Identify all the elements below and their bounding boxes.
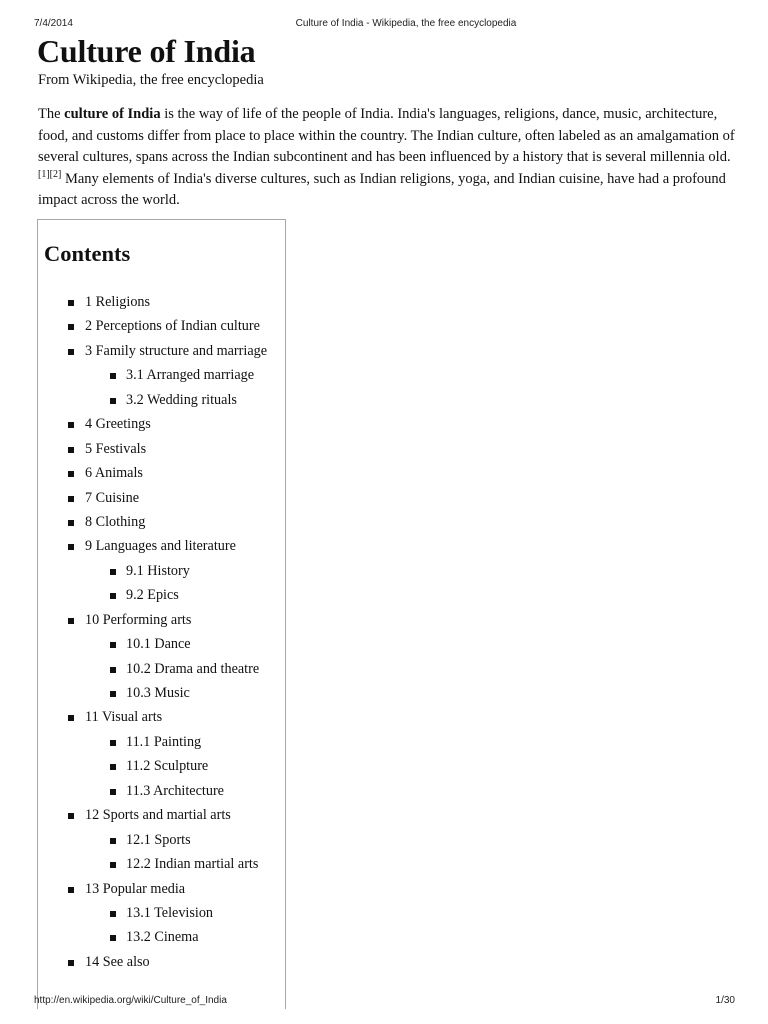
bullet-icon [68, 447, 74, 453]
toc-item[interactable] [38, 412, 267, 436]
toc-link[interactable]: 12.2 Indian martial arts [126, 856, 259, 873]
toc-item[interactable] [38, 852, 267, 876]
toc-item[interactable] [38, 754, 267, 778]
bullet-icon [68, 618, 74, 624]
print-date: 7/4/2014 [34, 18, 73, 29]
toc-item[interactable] [38, 534, 267, 558]
table-of-contents [37, 219, 286, 1009]
reference-1-anchor[interactable]: [1] [38, 168, 50, 180]
toc-link[interactable]: 1 Religions [85, 294, 151, 310]
toc-link[interactable]: 11.3 Architecture [126, 782, 224, 799]
toc-item[interactable] [38, 681, 267, 705]
toc-link[interactable]: 9.1 History [126, 562, 190, 579]
bullet-icon [110, 642, 116, 648]
toc-link[interactable]: 10.1 Dance [126, 636, 191, 653]
toc-item[interactable] [38, 730, 267, 754]
intro-text-2: is the way of life of the people of India. India's languages, religions, dance, music, architecture, food, and customs differ from place to place within the country. The Indian culture, often labeled as an amalgamation of several cultures, spans across the Indian subcontinent and has been influenced by a history that is several millennia old. [38, 106, 735, 165]
toc-link[interactable]: 14 See also [85, 953, 150, 970]
print-page-title: Culture of India - Wikipedia, the free encyclopedia [295, 18, 517, 29]
toc-link[interactable]: 11.1 Painting [126, 733, 202, 750]
bullet-icon [110, 667, 116, 673]
bullet-icon [68, 544, 74, 550]
bullet-icon [110, 740, 116, 746]
toc-item[interactable] [38, 705, 267, 729]
bullet-icon [110, 593, 116, 599]
toc-link[interactable]: 3.2 Wedding rituals [126, 391, 237, 408]
toc-link[interactable]: 13.2 Cinema [126, 929, 199, 946]
toc-link[interactable]: 11 Visual arts [85, 709, 163, 726]
toc-link[interactable]: 2 Perceptions of Indian culture [85, 318, 260, 335]
toc-item[interactable] [38, 510, 267, 534]
toc-link[interactable]: 11.2 Sculpture [126, 758, 209, 775]
bullet-icon [68, 300, 74, 306]
toc-item[interactable] [38, 559, 267, 583]
toc-link[interactable]: 9.2 Epics [126, 587, 179, 604]
bullet-icon [68, 471, 74, 477]
bullet-icon [110, 691, 116, 697]
bullet-icon [110, 789, 116, 795]
bullet-icon [110, 838, 116, 844]
bullet-icon [68, 496, 74, 502]
toc-item[interactable] [38, 314, 267, 338]
intro-text-3: Many elements of India's diverse cultures, such as Indian religions, yoga, and Indian cuisine, have had a profound impact across the world. [38, 170, 726, 208]
toc-link[interactable]: 8 Clothing [85, 513, 146, 530]
reference-2-link[interactable] [50, 169, 62, 180]
bullet-icon [68, 887, 74, 893]
toc-item[interactable] [38, 657, 267, 681]
toc-item[interactable] [38, 925, 267, 949]
toc-item[interactable] [38, 779, 267, 803]
toc-item[interactable] [38, 632, 267, 656]
bullet-icon [110, 398, 116, 404]
reference-1-link[interactable] [38, 169, 50, 180]
toc-link[interactable]: 5 Festivals [85, 440, 147, 457]
intro-bold-term: culture of India [64, 106, 161, 122]
bullet-icon [110, 911, 116, 917]
toc-item[interactable] [38, 388, 267, 412]
bullet-icon [110, 764, 116, 770]
article-tagline: From Wikipedia, the free encyclopedia [38, 72, 264, 88]
toc-link[interactable]: 4 Greetings [85, 416, 151, 433]
toc-item[interactable] [38, 608, 267, 632]
toc-list [38, 290, 267, 974]
toc-item[interactable] [38, 486, 267, 510]
intro-text-1: The [38, 106, 65, 122]
toc-link[interactable]: 3.1 Arranged marriage [126, 367, 255, 384]
toc-link[interactable]: 10 Performing arts [85, 611, 192, 628]
bullet-icon [68, 324, 74, 330]
reference-2-anchor[interactable]: [2] [49, 168, 62, 180]
toc-link[interactable]: 6 Animals [85, 465, 143, 482]
toc-link[interactable]: 12.1 Sports [126, 831, 191, 848]
intro-paragraph [38, 104, 738, 212]
toc-item[interactable] [38, 950, 267, 974]
toc-link[interactable]: 3 Family structure and marriage [85, 342, 268, 359]
bullet-icon [68, 960, 74, 966]
toc-item[interactable] [38, 437, 267, 461]
bullet-icon [68, 715, 74, 721]
toc-item[interactable] [38, 339, 267, 363]
bullet-icon [110, 935, 116, 941]
toc-link[interactable]: 12 Sports and martial arts [85, 807, 231, 824]
toc-link[interactable]: 13.1 Television [126, 904, 214, 921]
bullet-icon [110, 373, 116, 379]
print-url: http://en.wikipedia.org/wiki/Culture_of_India [34, 995, 227, 1006]
toc-link[interactable]: 10.2 Drama and theatre [126, 660, 260, 677]
toc-title: Contents [44, 241, 131, 266]
toc-item[interactable] [38, 290, 267, 314]
bullet-icon [68, 520, 74, 526]
toc-link[interactable]: 10.3 Music [126, 685, 190, 701]
bullet-icon [110, 862, 116, 868]
toc-link[interactable]: 9 Languages and literature [85, 538, 236, 555]
bullet-icon [68, 422, 74, 428]
bullet-icon [110, 569, 116, 575]
toc-item[interactable] [38, 363, 267, 387]
toc-item[interactable] [38, 901, 267, 925]
toc-item[interactable] [38, 803, 267, 827]
toc-link[interactable]: 7 Cuisine [85, 489, 139, 506]
toc-item[interactable] [38, 877, 267, 901]
toc-link[interactable]: 13 Popular media [85, 880, 186, 897]
toc-item[interactable] [38, 828, 267, 852]
bullet-icon [68, 349, 74, 355]
print-page-number: 1/30 [715, 995, 735, 1006]
article-title: Culture of India [37, 33, 256, 69]
bullet-icon [68, 813, 74, 819]
toc-item[interactable] [38, 461, 267, 485]
toc-item[interactable] [38, 583, 267, 607]
